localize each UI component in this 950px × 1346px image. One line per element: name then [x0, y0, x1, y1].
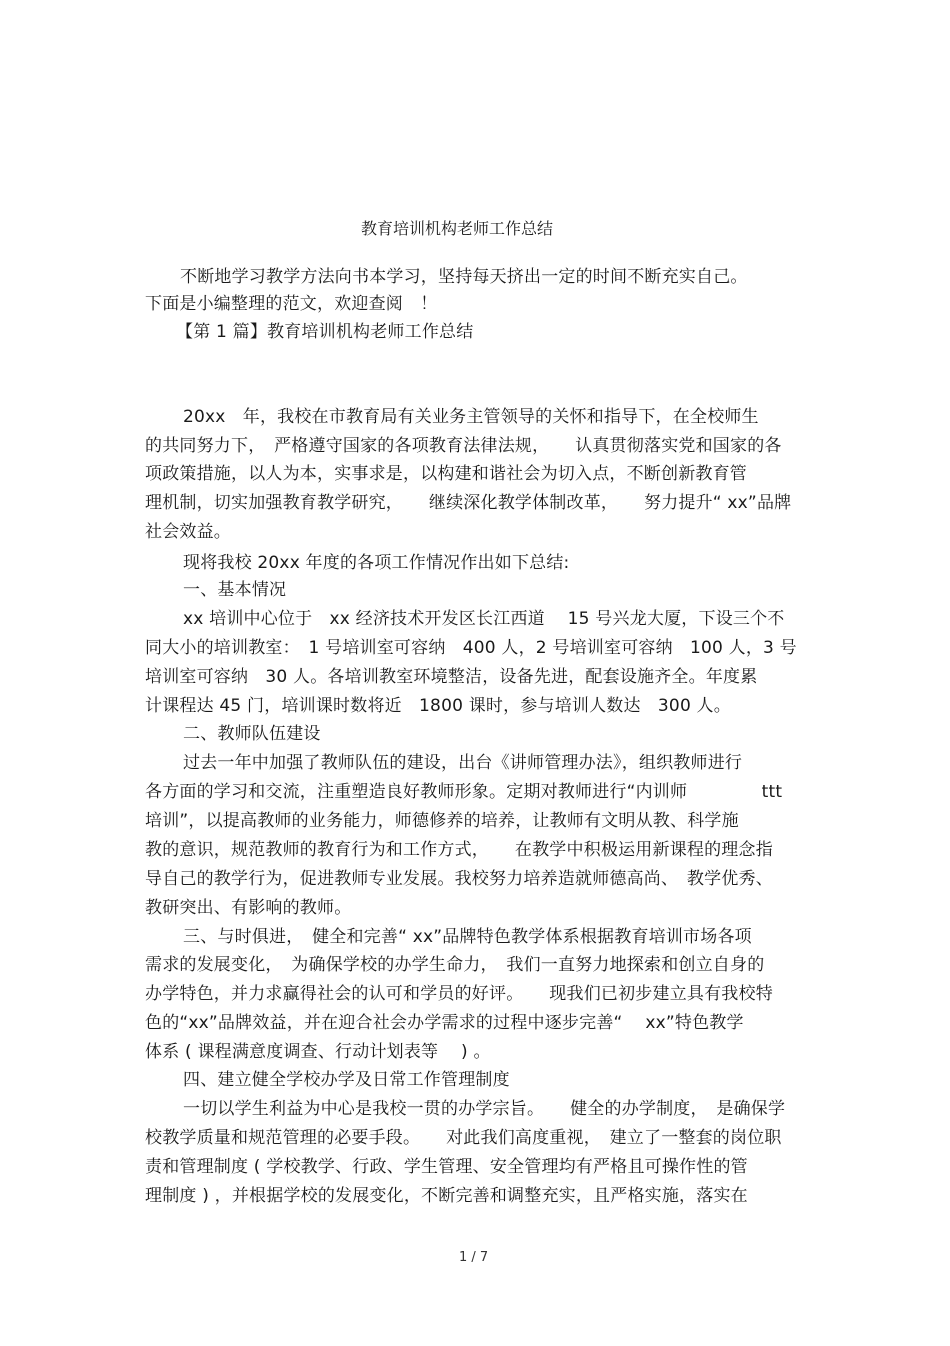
section-heading: 一、基本情况	[183, 580, 287, 600]
body-line: 计课程达 45 门，培训课时数将近 1800 课时，参与培训人数达 300 人。	[145, 696, 731, 716]
body-line: 办学特色，并力求赢得社会的认可和学员的好评。 现我们已初步建立具有我校特	[145, 984, 773, 1004]
body-line: 社会效益。	[145, 522, 231, 542]
body-line: 导自己的教学行为，促进教师专业发展。我校努力培养造就师德高尚、 教学优秀、	[145, 869, 773, 889]
body-line: 培训”，以提高教师的业务能力，师德修养的培养，让教师有文明从教、科学施	[145, 811, 739, 831]
body-line: 教研突出、有影响的教师。	[145, 898, 352, 918]
body-line: 项政策措施，以人为本，实事求是，以构建和谐社会为切入点，不断创新教育管	[145, 464, 747, 484]
body-line: 同大小的培训教室： 1 号培训室可容纳 400 人，2 号培训室可容纳 100 人，3 号	[145, 638, 797, 658]
body-line: 体系 ( 课程满意度调查、行动计划表等 ) 。	[145, 1042, 491, 1062]
intro-line: 不断地学习教学方法向书本学习，坚持每天挤出一定的时间不断充实自己。	[180, 267, 748, 287]
body-line: 理机制，切实加强教育教学研究， 继续深化教学体制改革， 努力提升“ xx”品牌	[145, 493, 792, 513]
body-line: 教的意识，规范教师的教育行为和工作方式， 在教学中积极运用新课程的理念指	[145, 840, 773, 860]
body-line: 需求的发展变化， 为确保学校的办学生命力， 我们一直努力地探索和创立自身的	[145, 955, 765, 975]
body-line: 各方面的学习和交流，注重塑造良好教师形象。定期对教师进行“内训师 ttt	[145, 782, 783, 802]
body-line: 现将我校 20xx 年度的各项工作情况作出如下总结:	[183, 553, 570, 573]
page-number: 1 / 7	[459, 1250, 489, 1265]
body-line: 校教学质量和规范管理的必要手段。 对此我们高度重视， 建立了一整套的岗位职	[145, 1128, 782, 1148]
section-heading: 三、与时俱进， 健全和完善“ xx”品牌特色教学体系根据教育培训市场各项	[183, 927, 752, 947]
document-title: 教育培训机构老师工作总结	[361, 219, 554, 238]
body-line: xx 培训中心位于 xx 经济技术开发区长江西道 15 号兴龙大厦，下设三个不	[183, 609, 785, 629]
body-line: 的共同努力下， 严格遵守国家的各项教育法律法规， 认真贯彻落实党和国家的各	[145, 436, 782, 456]
body-line: 理制度 ) ，并根据学校的发展变化，不断完善和调整充实，且严格实施，落实在	[145, 1186, 748, 1206]
section-heading: 四、建立健全学校办学及日常工作管理制度	[183, 1070, 510, 1090]
body-line: 过去一年中加强了教师队伍的建设，出台《讲师管理办法》，组织教师进行	[183, 753, 743, 773]
body-line: 色的“xx”品牌效益，并在迎合社会办学需求的过程中逐步完善“ xx”特色教学	[145, 1013, 744, 1033]
body-line: 20xx 年，我校在市教育局有关业务主管领导的关怀和指导下，在全校师生	[183, 407, 759, 427]
body-line: 责和管理制度 ( 学校教学、行政、学生管理、安全管理均有严格且可操作性的管	[145, 1157, 748, 1177]
section-heading: 二、教师队伍建设	[183, 724, 321, 744]
chapter-heading: 【第 1 篇】教育培训机构老师工作总结	[176, 322, 474, 342]
intro-line: 下面是小编整理的范文，欢迎查阅 ！	[145, 294, 438, 314]
body-line: 培训室可容纳 30 人。各培训教室环境整洁，设备先进，配套设施齐全。年度累	[145, 667, 758, 687]
body-line: 一切以学生利益为中心是我校一贯的办学宗旨。 健全的办学制度， 是确保学	[183, 1099, 786, 1119]
